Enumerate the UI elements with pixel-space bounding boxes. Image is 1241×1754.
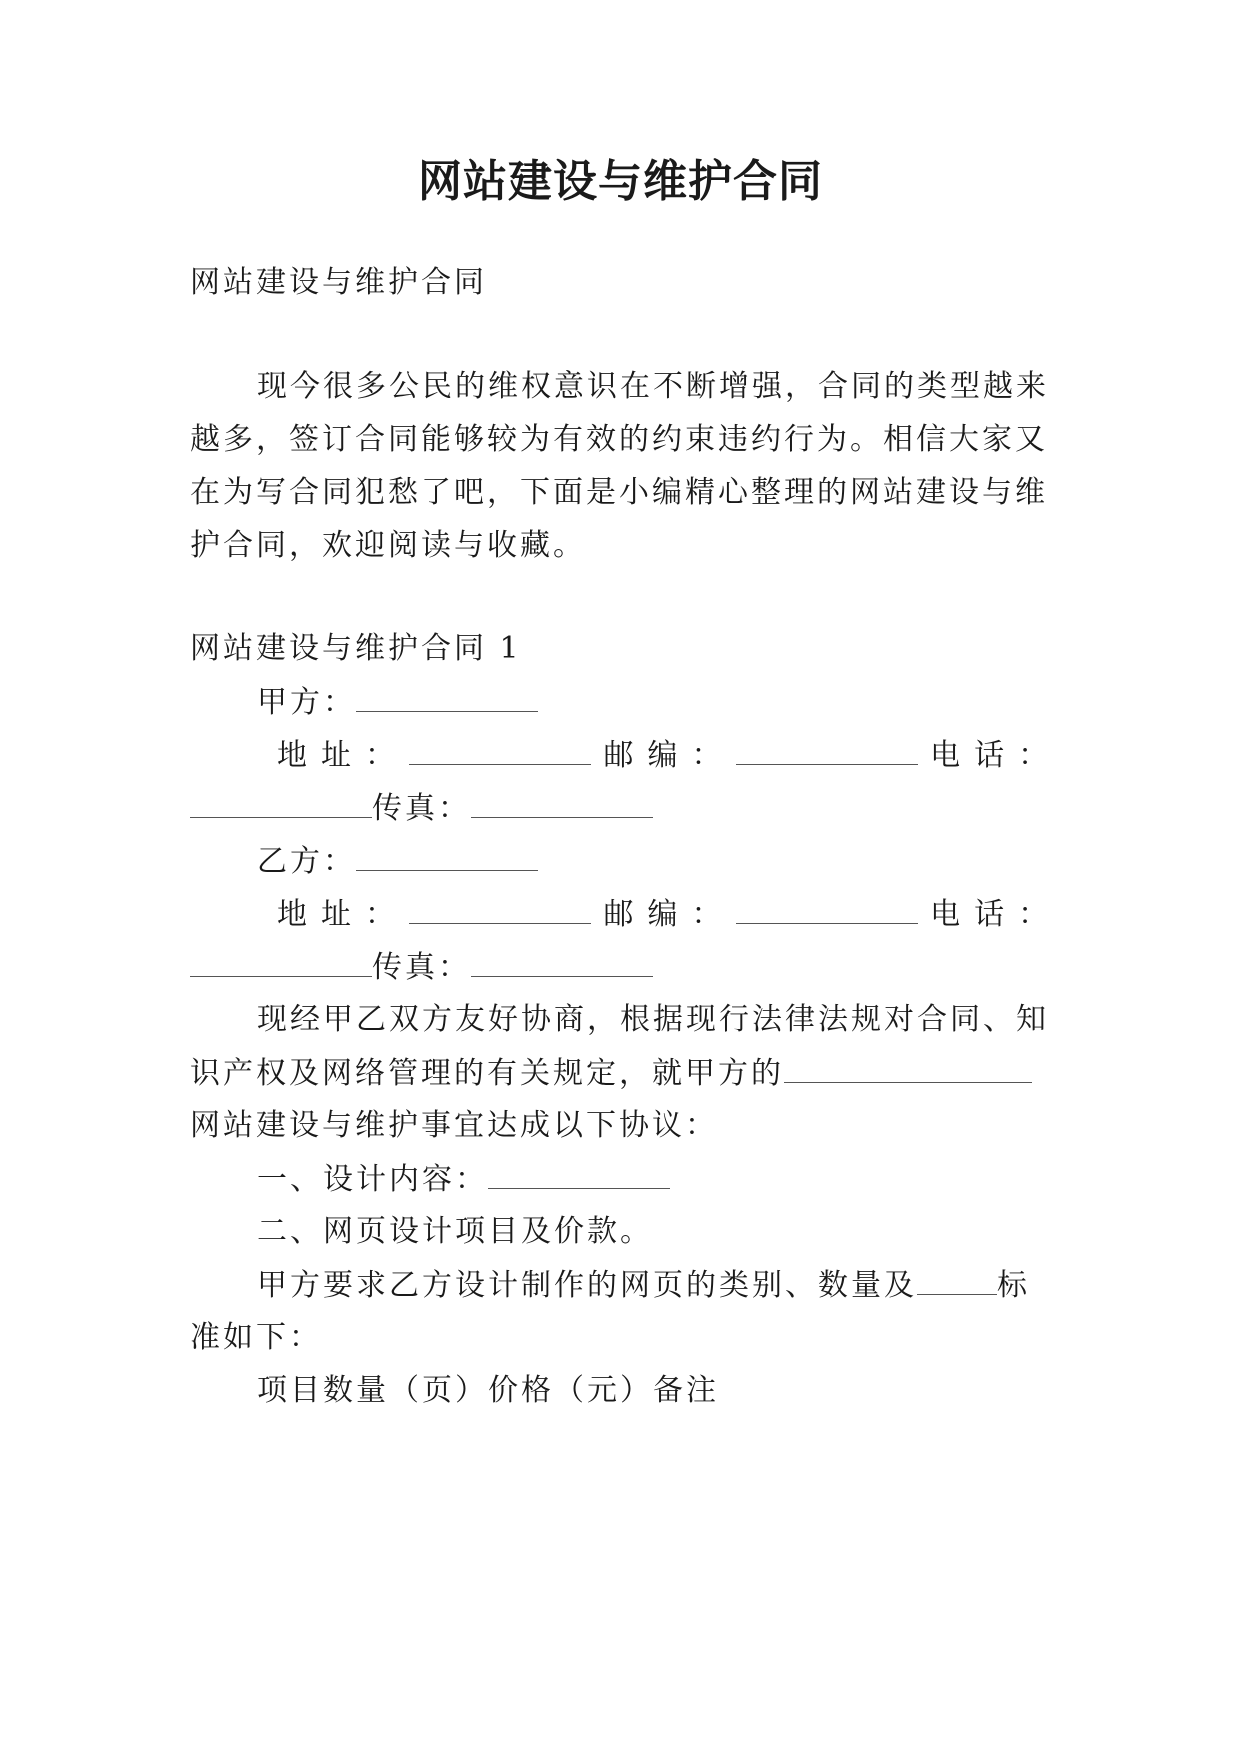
clause-2-text-c: 准如下： [190, 1320, 322, 1355]
clause-1-row [257, 1158, 670, 1201]
intro-line-3: 在为写合同犯愁了吧，下面是小编精心整理的网站建设与维 [190, 475, 1048, 510]
agreement-blank [784, 1052, 1032, 1083]
party-b-phone-label: 电话： [930, 897, 1063, 932]
table-header: 项目数量（页）价格（元）备注 [257, 1373, 719, 1408]
party-b-blank [356, 840, 538, 871]
clause-2-text-b: 标 [997, 1268, 1030, 1303]
party-a-contact-row [277, 734, 1062, 777]
party-a-fax-blank [471, 787, 653, 818]
party-b-fax-blank [471, 946, 653, 977]
party-b-contact-row [277, 893, 1062, 936]
party-b-postcode-blank [736, 893, 918, 924]
party-b-fax-row [190, 946, 653, 989]
party-b-address-label: 地址： [277, 897, 409, 932]
party-b-postcode-label: 邮编： [603, 897, 736, 932]
clause-2-text-a: 甲方要求乙方设计制作的网页的类别、数量及 [257, 1268, 917, 1303]
party-b-fax-label: 传真： [372, 950, 471, 985]
document-title: 网站建设与维护合同 [418, 156, 823, 207]
party-b-address-blank [409, 893, 591, 924]
party-b-phone-blank [190, 946, 372, 977]
clause-2-blank [917, 1264, 997, 1295]
party-a-postcode-blank [736, 734, 918, 765]
party-a-row [257, 681, 538, 724]
agreement-line-2: 识产权及网络管理的有关规定，就甲方的 [190, 1056, 784, 1091]
intro-line-4: 护合同，欢迎阅读与收藏。 [190, 528, 586, 563]
party-a-address-blank [409, 734, 591, 765]
party-b-row [257, 840, 538, 883]
document-subtitle: 网站建设与维护合同 [190, 265, 487, 300]
agreement-line-3: 网站建设与维护事宜达成以下协议： [190, 1108, 718, 1143]
clause-1-blank [488, 1158, 670, 1189]
party-a-blank [356, 681, 538, 712]
clause-2-label: 二、网页设计项目及价款。 [257, 1214, 653, 1249]
agreement-line-1: 现经甲乙双方友好协商，根据现行法律法规对合同、知 [257, 1002, 1049, 1037]
party-a-address-label: 地址： [277, 738, 409, 773]
agreement-line-2-row [190, 1052, 1032, 1095]
party-a-label: 甲方： [257, 685, 356, 720]
party-a-phone-blank [190, 787, 372, 818]
clause-2-text-row [257, 1264, 1030, 1307]
clause-1-label: 一、设计内容： [257, 1162, 488, 1197]
section-1-heading: 网站建设与维护合同 1 [190, 631, 522, 666]
intro-line-1: 现今很多公民的维权意识在不断增强，合同的类型越来 [257, 369, 1049, 404]
party-a-fax-label: 传真： [372, 791, 471, 826]
party-a-phone-label: 电话： [930, 738, 1063, 773]
intro-line-2: 越多，签订合同能够较为有效的约束违约行为。相信大家又 [190, 422, 1048, 457]
party-a-fax-row [190, 787, 653, 830]
party-b-label: 乙方： [257, 844, 356, 879]
party-a-postcode-label: 邮编： [603, 738, 736, 773]
